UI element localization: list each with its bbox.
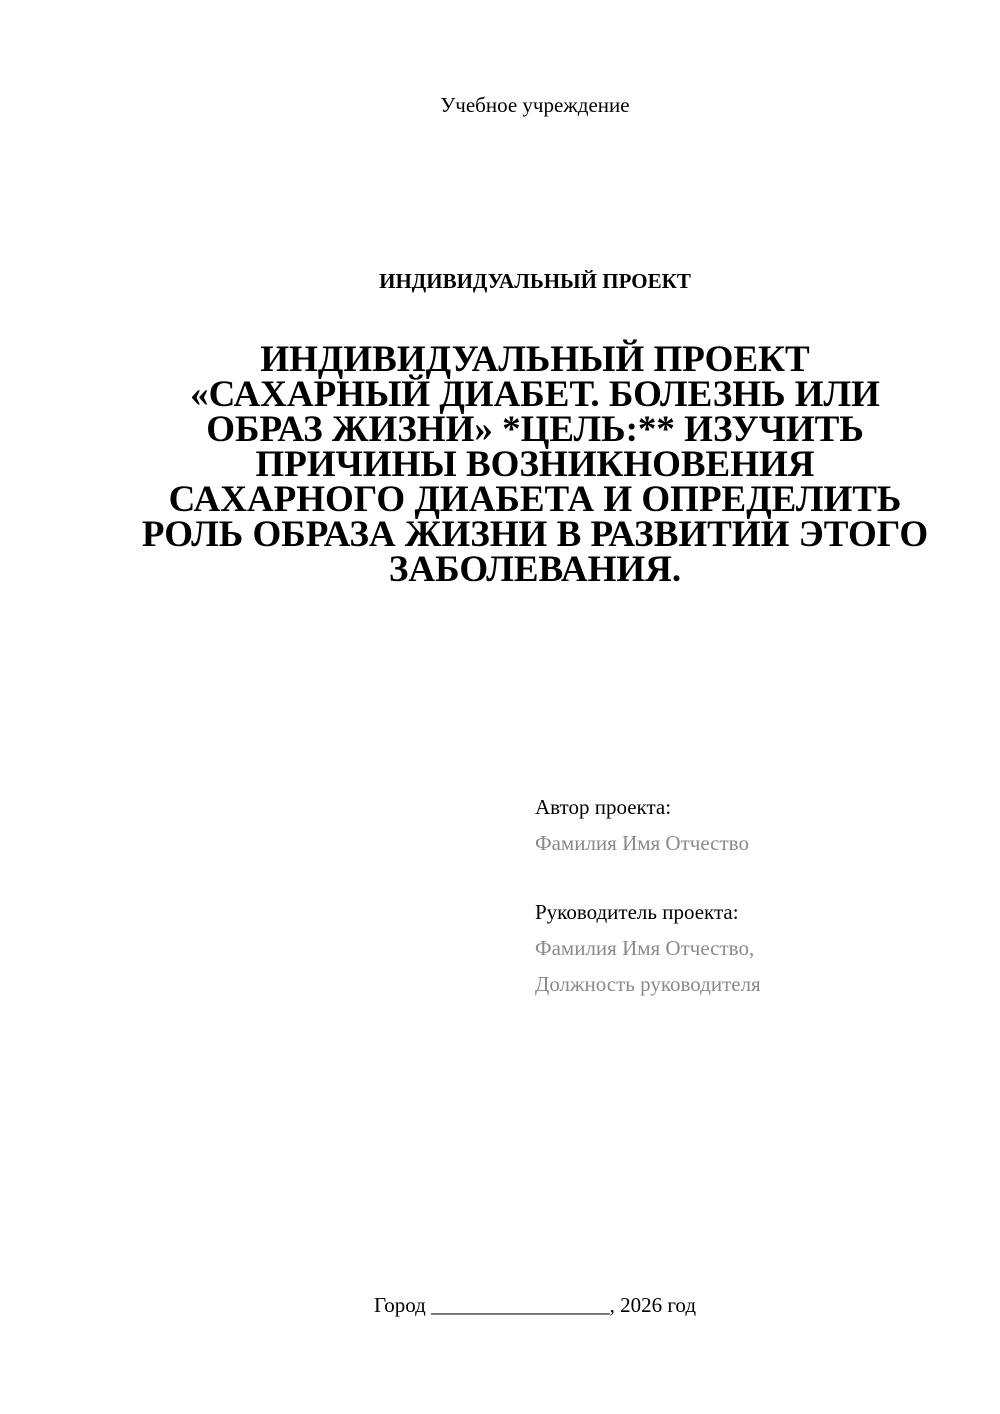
institution-name: Учебное учреждение bbox=[440, 93, 630, 117]
city-year-footer: Город _________________, 2026 год bbox=[373, 1293, 697, 1317]
supervisor-label: Руководитель проекта: bbox=[535, 900, 739, 924]
supervisor-name: Фамилия Имя Отчество, bbox=[535, 936, 755, 960]
supervisor-position: Должность руководителя bbox=[535, 972, 761, 996]
document-type: ИНДИВИДУАЛЬНЫЙ ПРОЕКТ bbox=[379, 269, 691, 293]
author-label: Автор проекта: bbox=[535, 795, 672, 819]
project-title: ИНДИВИДУАЛЬНЫЙ ПРОЕКТ «САХАРНЫЙ ДИАБЕТ. БОЛЕЗНЬ ИЛИ ОБРАЗ ЖИЗНИ» *ЦЕЛЬ:** ИЗУЧИТЬ ПРИЧИНЫ ВОЗНИКНОВЕНИЯ САХАРНОГО ДИАБЕТА И ОПРЕДЕЛИТЬ РОЛЬ ОБРАЗА ЖИЗНИ В РАЗВИТИИ ЭТОГО ЗАБОЛЕВАНИЯ. bbox=[141, 339, 929, 590]
credits-block bbox=[535, 789, 975, 1002]
author-name: Фамилия Имя Отчество bbox=[535, 831, 749, 855]
credits-spacer bbox=[535, 861, 975, 894]
